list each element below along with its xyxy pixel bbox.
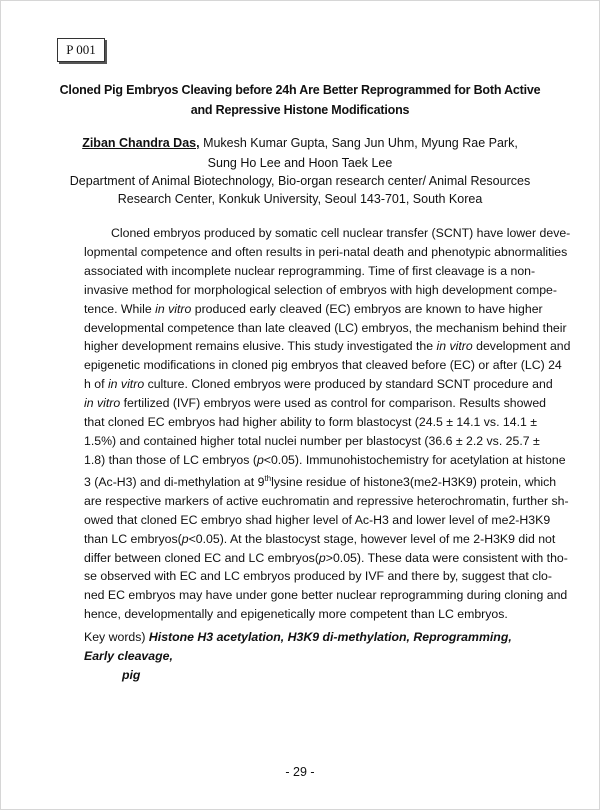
text-run: differ between cloned EC and LC embryos(: [84, 550, 319, 565]
text-run: >0.05). These data were consistent with tho-: [325, 550, 568, 565]
italic-term: in vitro: [107, 377, 145, 392]
text-run: culture. Cloned embryos were produced by standard SCNT procedure and: [144, 377, 553, 392]
keywords-label: Key words): [84, 630, 149, 644]
title-line-1: Cloned Pig Embryos Cleaving before 24h Are Better Reprogrammed for Both Active: [59, 83, 541, 97]
abstract-line: [84, 394, 546, 413]
text-run: <0.05). Immunohistochemistry for acetylation at histone: [263, 452, 566, 467]
abstract-line: developmental competence than late cleaved (LC) embryos, the mechanism behind their: [84, 320, 567, 335]
text-run: <0.05). At the blastocyst stage, however level of me 2-H3K9 did not: [188, 531, 556, 546]
text-run: 3 (Ac-H3) and di-methylation at 9: [84, 474, 265, 489]
title-line-2: and Repressive Histone Modifications: [190, 103, 410, 117]
keywords: [84, 628, 544, 685]
text-run: 1.8) than those of LC embryos (: [84, 452, 257, 467]
poster-id-box: P 001: [57, 38, 105, 62]
co-authors: Mukesh Kumar Gupta, Sang Jun Uhm, Myung Rae Park,: [199, 136, 518, 150]
author-list: [40, 133, 560, 173]
text-run: produced early cleaved (EC) embryos are known to have higher: [191, 301, 543, 316]
abstract-line: hence, developmentally and epigenetically more competent than LC embryos.: [84, 607, 508, 622]
italic-term: in vitro: [436, 339, 473, 354]
abstract-line: [84, 300, 543, 319]
abstract-line: se observed with EC and LC embryos produced by IVF and there by, suggest that clo-: [84, 569, 552, 584]
text-run: h of: [84, 377, 108, 392]
abstract-line: 1.5%) and contained higher total nuclei number per blastocyst (36.6 ± 2.2 vs. 25.7 ±: [84, 433, 540, 448]
text-run: than LC embryos(: [84, 531, 182, 546]
text-run: fertilized (IVF) embryos were used as control for comparison. Results showed: [120, 396, 546, 411]
abstract-line: [84, 375, 553, 394]
text-run: higher development remains elusive. This study investigated the: [84, 339, 437, 354]
affiliation-line-1: Department of Animal Biotechnology, Bio-organ research center/ Animal Resources: [69, 174, 531, 188]
abstract-line: ned EC embryos may have under gone better nuclear reprogramming during cloning and: [84, 588, 568, 603]
abstract-line: [84, 549, 568, 568]
abstract-line: owed that cloned EC embryo shad higher level of Ac-H3 and lower level of me2-H3K9: [84, 512, 551, 527]
abstract-line: epigenetic modifications in cloned pig embryos that cleaved before (EC) or after (LC) 24: [84, 358, 562, 373]
abstract-line: Cloned embryos produced by somatic cell nuclear transfer (SCNT) have lower deve-: [111, 226, 571, 240]
abstract-line: are respective markers of active euchromatin and repressive heterochromatin, further sh-: [84, 493, 569, 508]
italic-term: p: [318, 550, 326, 565]
italic-term: p: [256, 452, 264, 467]
abstract-line: [84, 530, 556, 549]
text-run: tence. While: [84, 301, 156, 316]
abstract-line: that cloned EC embryos had higher ability to form blastocyst (24.5 ± 14.1 vs. 14.1 ±: [84, 415, 537, 430]
page-number: - 29 -: [285, 765, 315, 779]
keywords-line-2: pig: [122, 668, 141, 682]
abstract-line: [84, 470, 557, 492]
presenting-author: Ziban Chandra Das,: [82, 136, 200, 150]
paper-title: [40, 80, 560, 120]
abstract-line: associated with incomplete nuclear reprogramming. Time of first cleavage is a non-: [84, 263, 536, 278]
italic-term: in vitro: [84, 396, 121, 411]
affiliation: [40, 172, 560, 208]
abstract-body: [84, 224, 571, 624]
author-line-1: [40, 133, 560, 153]
abstract-line: invasive method for morphological selection of embryos with high development compe-: [84, 282, 557, 297]
superscript: th: [264, 473, 272, 483]
author-line-2: Sung Ho Lee and Hoon Taek Lee: [207, 156, 393, 170]
keywords-line-1: Histone H3 acetylation, H3K9 di-methylation, Reprogramming, Early cleavage,: [84, 630, 512, 663]
affiliation-line-2: Research Center, Konkuk University, Seoul 143-701, South Korea: [117, 192, 483, 206]
text-run: development and: [472, 339, 571, 354]
text-run: lysine residue of histone3(me2-H3K9) protein, which: [271, 474, 557, 489]
italic-term: p: [181, 531, 189, 546]
abstract-line: [84, 451, 566, 470]
abstract-line: lopmental competence and often results in peri-natal death and phenotypic abnormalities: [84, 244, 568, 259]
abstract-line: [84, 337, 571, 356]
italic-term: in vitro: [155, 301, 192, 316]
